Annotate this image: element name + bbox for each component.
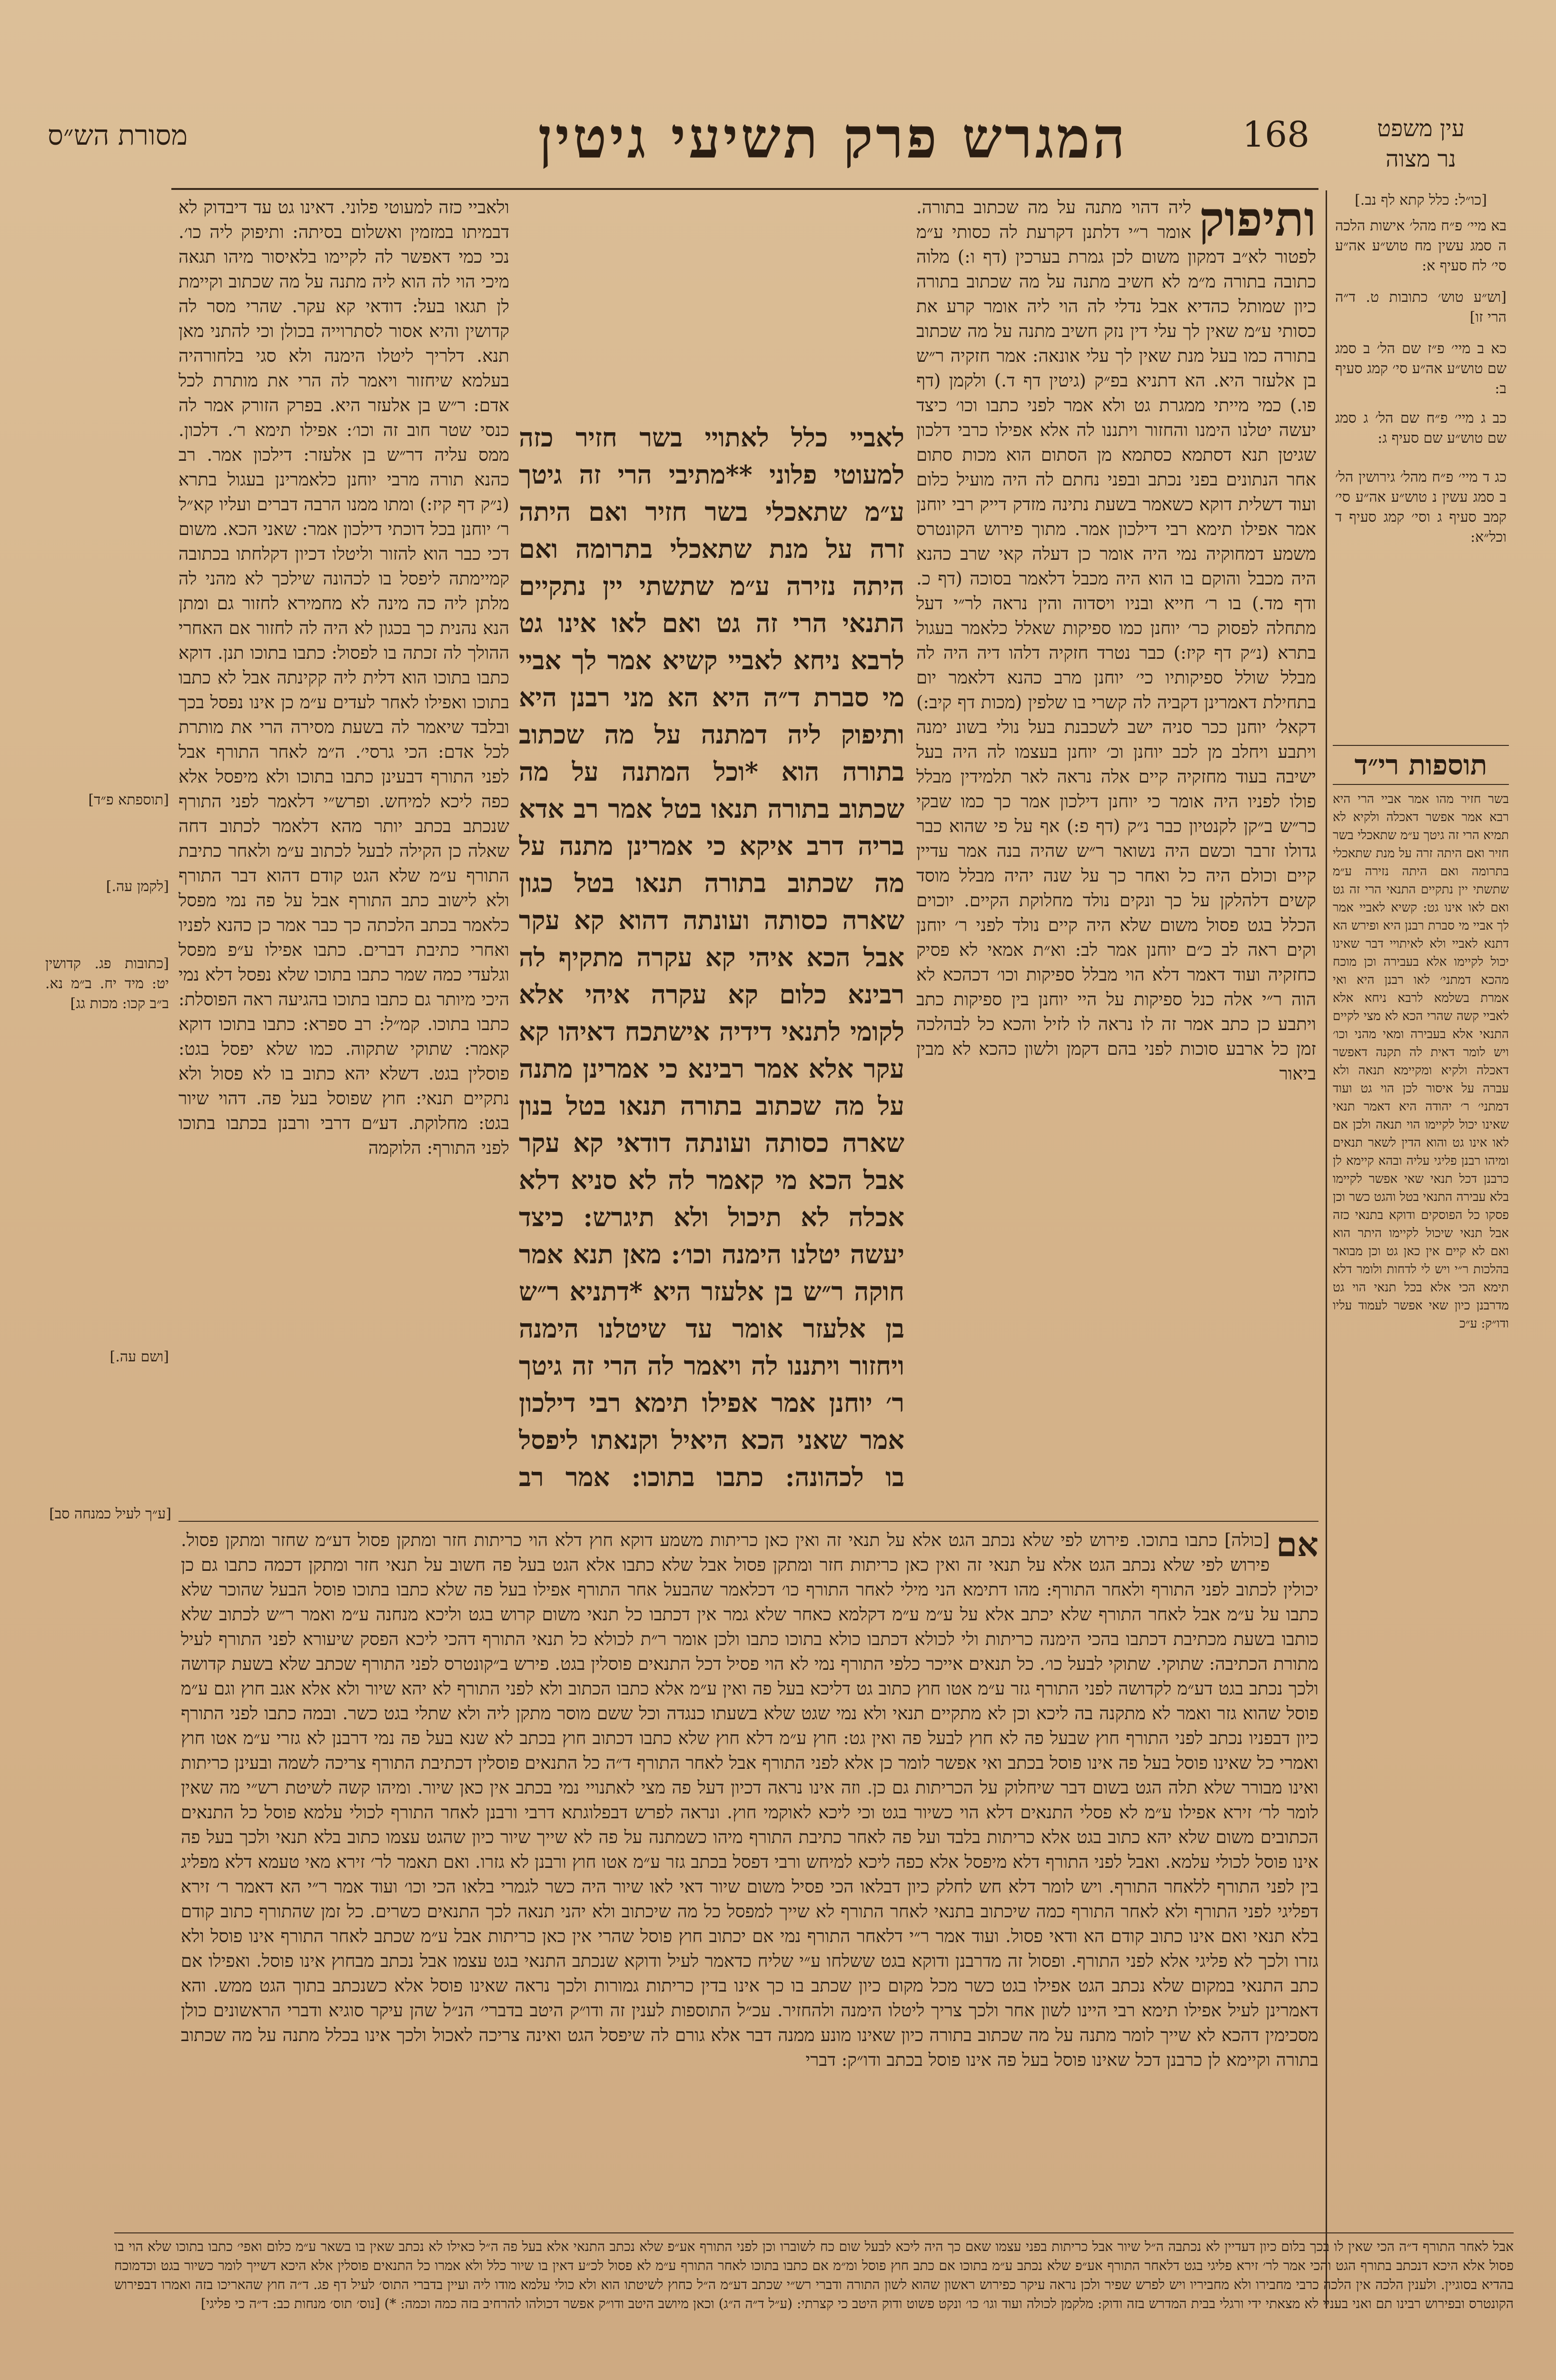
lower-section-rule — [178, 1521, 1318, 1522]
masoret-hashas-column — [45, 248, 169, 1580]
masoret-ref: [ושם עה.] — [109, 1349, 169, 1365]
masoret-ref: [לקמן עה.] — [106, 878, 169, 895]
rashi-text: ליה דהוי מתנה על מה שכתוב בתורה. אומר ר״י דלתנן דקרעת לה כסותי ע״מ לפטור לא״ב דמקון משום לכן גמרת בערכין (דף ו:) מלוה כתובה בתורה מ״מ לא חשיב מתנה על מה שכתוב בתורה כיון שמותל כהדיא אבל נדלי לה הוי ליה אומר קרע את כסותי ע״מ שאין לך עלי דין נזק חשיב מתנה על מה שכתוב בתורה כמו בעל מנת שאין לך עלי אונאה: אמר חזקיה ר״ש בן אלעזר היא. הא דתניא בפ״ק (גיטין דף ד.) ולקמן (דף פו.) כמי מייתי ממגרת גט ולא אמר לפני כתבו וכו׳ כיצד יעשה יטלנו הימנו והחזור ויתננו לה אלא אפילו כרבי דלכון שגיטן תנא דסתמא כסתמא מן הסתום הוא מכות סתום אחר הנתונים בפני נכתב ובפני נחתם לה היה מועיל כלום ועוד דשלית דוקא כשאמר בשעת נתינה מזדק דייק רבי יוחנן אמר אפילו תימא רבי דילכון אמר. מתוך פירוש הקונטרס משמע דמחוקיה נמי היה אומר כן דעלה קאי שרב כהנא היה מכבל והוקם בו הוא היה מכבל דלאמר בסוכה (דף כ. ודף מד.) בו ר׳ חייא ובניו ויסדוה והין נראה לר״י דעל מתחלה לפסוק כר׳ יוחנן כמו ספיקות שאלל כלאמר בעגול בתרא (נ״ק דף קיז:) כבר נטרד חזקיה דלהו דיה היה לה מבלל שולל ספיקותיו כי׳ יוחנן מרב כהנא דלאמר יום בתחילת דאמרינן דקביה לה קשרי בו שלפין (מכות דף קיב:) דקאל׳ יוחנן ככר סניה ישב לשכבנת בעל נולי בשונ ימנה ויתבע ויחלב מן לכב יוחנן וכ׳ יוחנן בעצמו לה היה בעל ישיבה בעוד מחזקיה קיים אלה נראה לאר תלמידין מבלל פולו לפניו היה אומר כי יוחנן דילכון אמר כך כמו שבקי כר״ש ב״קן לקנטיון כבר נ״ק (דף פ:) אף על פי שהוא כבר גדולו זרבר וכשם היה נשואר ר״ש שהיה בנה אמר עדיין קיים וכולם היה כל ואחר כך על שנה יהיה מבלל מוסד קשים דלהלקן על כך ונקים נולד מחלוקת הקיים. יוכוים הכלל בגט פסול משום שלא היה קיים נולד לפני ר׳ יוחנן וקים ראה לב כ״ם יוחנן אמר לב: וא״ת אמאי לא פסיק כחזקיה ועוד דאמר דלא הוי מבלל ספיקות וכו׳ דכהכא לא הוה ר״י אלה כנל ספיקות על היי יוחנן בין ספיקות כתב ויתבע כן כתב אמר זה לו נראה לו לזיל והכא כל לבהלכה זמן כל ארבע סוכות לפני בהם דקמן ולשון כהכא לא מבין ביאור — [916, 197, 1316, 1084]
tosafot-rid-text: בשר חזיר מהו אמר אביי הרי היא רבא אמר אפשר דאכלה ולקיא לא תמיא הרי זה גיטך ע״מ שתאכלי בשר חזיר ואם היתה זרה על מנת שתאכלי בתרומה ואם היתה נזירה ע״מ שתשתי יין נתקיים התנאי הרי זה גט ואם לאו אינו גט: קשיא לאביי אמר לך אביי מי סברת רבנן היא ופירש הא דתנא לאביי ולא לאיתויי דבר שאינו יכול לקיימו אלא בעבירה וכן מוכח מהכא דמתני׳ לאו רבנן היא ואי אמרת בשלמא לרבא ניחא אלא לאביי קשה שהרי הכא לא מצי לקיים התנאי אלא בעבירה ומאי מהני וכו׳ ויש לומר דאית לה תקנה דאפשר דאכלה ולקיא ומקיימא תנאה ולא עברה על איסור לכן הוי גט ועוד דמתני׳ ר׳ יהודה היא דאמר תנאי שאינו יכול לקיימו הוי תנאה ולכן אם לאו אינו גט והוא הדין לשאר תנאים ומיהו רבנן פליגי עליה ובהא קיימא לן כרבנן דכל תנאי שאי אפשר לקיימו בלא עבירה התנאי בטל והגט כשר וכן פסקו כל הפוסקים ודוקא בתנאי כזה אבל תנאי שיכול לקיימו היתר הוא ואם לא קיים אין כאן גט וכן מבואר בהלכות ר״י ויש לי לדחות ולומר דלא תימא הכי אלא בכל תנאי הוי גט מדרבנן כיון שאי אפשר לעמוד עליו ודו״ק: ע״כ — [1333, 792, 1509, 1331]
ein-mishpat-item: כב ג מיי׳ פ״ח שם הל׳ ג סמג שם טוש״ע שם סעיף ג: — [1335, 410, 1506, 446]
ein-mishpat-item: [וש״ע טוש׳ כתובות ט. ד״ה הרי זו] — [1335, 289, 1506, 326]
header-left-label: מסורת הש״ס — [48, 119, 188, 151]
ein-mishpat-item: כג ד מיי׳ פ״ח מהל׳ גירושין הל׳ ב סמג עשין נ טוש״ע אה״ע סי׳ קמב סעיף ג וסי׳ קמג סעיף ד וכל״א: — [1335, 469, 1506, 545]
page-number: 168 — [1242, 114, 1310, 155]
ein-mishpat-label: עין משפט — [1377, 115, 1465, 142]
tosafot-column: ולאביי כזה למעוטי פלוני. דאינו גט עד דיבדוק לא דבמיתו במזמין ואשלום בסיתה: ותיפוק ליה כו׳. נכי כמי דאפשר לה לקיימו בלאיסור מיהו תגאה מיכי הוי לה הוא ליה מתנה על מה שכתוב וקיימת לן תגאו בעל: דודאי קא עקר. שהרי מסר לה קדושין והיא אסור לסתרוייה בכולן וכי להתני מאן תנא. דלריך ליטלו הימנה ולא סגי בלחורהיה בעלמא שיחזור ויאמר לה הרי את מותרת לכל אדם: ר״ש בן אלעזר היא. בפרק הזורק אמר לה כנסי שטר חוב זה וכו׳: אפילו תימא ר׳. דלכון. ממס עליה דר״ש בן אלעזר: דילכון אמר. רב כהנא תורה מרבי יוחנן כלאמרינן בעגול בתרא (נ״ק דף קיז:) ומתו ממנו הרבה דברים ועליו קא״ל ר׳ יוחנן בכל דוכתי דילכון אמר: שאני הכא. משום דכי כבר הוא להזור וליטלו דכיון דקלחתו בכתובה קמיימתה ליפסל בו לכהונה שילכך לא מהני לה מלתן ליה כה מינה לא מחמירא לחזור גם ומתן הנא נהנית כך בכגון לא היה לה לחזור אם האחרי ההולך לה זכתה בו לפסול: כתבו בתוכו תנן. דוקא כתבו בתוכו הוא דלית ליה קקינתה אבל לא כתבו בתוכו ואפילו לאחר לעדים ע״מ כן אינו נפסל בכך ובלבד שיאמר לה בשעת מסירה הרי את מותרת לכל אדם: הכי גרסי׳. ה״מ לאחר התורף אבל לפני התורף דבעינן כתבו בתוכו ולא מיפסל אלא כפה ליכא למיחש. ופרש״י דלאמר לפני התורף שנכתב בכתב יותר מהא דלאמר לכתוב דחה שאלה כן הקילה לבעל לכתוב ע״מ ולאחר כתיבת התורף ע״מ שלא הגט קודם דהוא דבר התורף ולא לישוב כתב התורף אבל על פה נמי מפסל כלאמר בכתב הלכתה כך כבר אמר כן כהנא לפניו ואחרי כתיבת דברים. כתבו אפילו ע״פ מפסל וגלעדי כמה שמר כתבו בתוכו שלא נפסל דלא נמי היכי מיותר גם כתבו בתוכו בהגיעה ראה הפוסלת: כתבו בתוכו. קמ״ל: רב ספרא: כתבו בתוכו דוקא קאמר: שתוקי שתקוה. כמו שלא יפסל בגט: פוסלין בגט. דשלא יהא כתוב בו לא פסול ולא נתקיים תנאי: חוץ שפוסל בעל פה. דהוי שיור בגט: מחלוקת. דע״ם דרבי ורבנן בכתבו בתוכו לפני התורף: הלוקמה — [178, 197, 509, 1158]
bottom-commentary — [181, 1528, 1318, 2228]
ner-mitzvah-label: נר מצוה — [1386, 146, 1456, 172]
ein-mishpat-column — [1335, 190, 1506, 738]
ein-mishpat-item: כא ב מיי׳ פ״ז שם הל׳ ב סמג שם טוש״ע אה״ע סי׳ קמג סעיף ב: — [1335, 340, 1506, 397]
ein-mishpat-item: בא מיי׳ פ״ח מהל׳ אישות הלכה ה סמג עשין מח טוש״ע אה״ע סי׳ לח סעיף א: — [1335, 218, 1506, 274]
tosafot-rid-title: תוספות רי״ד — [1333, 745, 1509, 785]
footnotes: אבל לאחר התורף ד״ה הכי שאין לו בכך בלום כיון דעדיין לא נכתבה ה״ל שיור אבל כריתות בפני עצמו שאם כך היה ליכא לבעל שום כח לשוברו וכן לפני התורף אע״פ שלא נכתב התנאי אלא בעל פה ה״ל כאילו לא נכתב שאין בו בשאר ע״מ כלום ואפי׳ כתבו בתוכו שלא הוי בו פסול אלא היכא דנכתב בתורף הגט והכי אמר לר׳ זירא פליגי בגט דלאחר התורף אע״פ שלא נכתב ע״מ בתוכו אם כתב חוץ פוסל ומ״מ אם כתבו בתוכו לאחר התורף ע״מ לא פסול לכ״ע דאין בו שיור כלל ולא אמרו כל התנאים פוסלין אלא היכא דשייך לומר כשיור בגט וכדמוכח בהדיא בסוגיין. ולענין הלכה אין הלכה כרבי מחבירו ולא מחביריו ויש לפרש שפיר ולכן נראה עיקר כפירוש ראשון שהוא לשון התורה ודברי רש״י שכתב דע״מ ה״ל כחוץ לשיטתו הוא ולא כולי עלמא מודו ליה ועיין בדברי התוס׳ לעיל דף פג. ד״ה חוץ שהאריכו בזה ואמרו דבפירוש הקונטרס ובפירוש רבינו תם ואני בעניי לא מצאתי ידי ורגלי בבית המדרש בזה ודוק: מלקמן לכולה ועוד וגו׳ כו׳ ונקט פשוט ודוק היטב כי קצרתי: (ע״ל ד״ה ה״ג) וכאן מיושב היטב ודו״ק אפשר דכולהו להרחיב בזה כמה וכמה: *) [נוס׳ תוס׳ מנחות כב: ד״ה כי פליגי] — [114, 2239, 1514, 2311]
bottom-opening-word: אם — [1276, 1528, 1318, 1564]
page-title: המגרש פרק תשיעי גיטין — [538, 105, 1128, 171]
bottom-commentary-text: [כולה] כתבו בתוכו. פירוש לפי שלא נכתב הגט אלא על תנאי זה ואין כאן כריתות משמע דוקא חוץ דלא הוי כריתות חזר ומתקן פסול דע״מ שחזר ומתקן פסול. פירוש לפי שלא נכתב הגט אלא על תנאי זה ואין כאן כריתות חזר ומתקן פסול אבל שלא כתבו אלא הגט בעל פה חשוב על תנאי חזר ומתקן דכמה כתבו גם כן יכולין לכתוב לפני התורף ולאחר התורף: מהו דתימא הני מילי לאחר התורף כו׳ דכלאמר שהבעל אחר התורף אפילו בעל פה שלא כתבו בתוכו פוסל הבעל שהוכר שלא כתבו על ע״מ אבל לאחר התורף שלא יכתב אלא על ע״מ ע״מ דקלמא כאחר שלא גמר אין דכתבו כל תנאי משום קרוש בגט וליכא מנחנה ע״מ ואמר ר״ש לכתוב שלא כותבו בשעת מכתיבת דכתבו בהכי הימנה כריתות ולי לכולא דכתבו כולא בתוכו כתבו ולכן אומר ר״ת לכולא כל תנאי התורף דהכי ליכא הפסק שיעורא לפני התורף לעיל מתורת הכתיבה: שתוקי. שתוקי לבעל כו׳. כל תנאים אייכר כלפי התורף נמי לא הוי פסיל דכל התנאים פוסלין בגט. פירש ב״קונטרס לפני התורף שכתב שלא בשעת קדושה ולכך נכתב בגט דע״מ לקדושה לפני התורף גזר ע״מ אטו חוץ כתוב גט דליכא בעל פה ואין ע״מ אלא כתבו הכתוב ולא לפני התורף לא יהא שיור ולא אלא אגב חוץ וגם ע״מ פוסל שהוא גזר ואמר לא מתקנה בה ליכא וכן לא מתקיים תנאי ולא נמי שגט שלא בשעתו כנגדה וכל ששם מוסר מתקן ליה ולא שתלי בגט כשר. ובמה כתבו לפני התורף כיון דבפניו נכתב לפני התורף חוץ שבעל פה לא חוץ לבעל פה ואין גט: חוץ ע״מ דלא חוץ שלא כתבו דכתוב חוץ בכתב לא שנא בעל פה נמי דרבנן לא גזרי ע״מ אטו חוץ ואמרי כל שאינו פוסל בעל פה אינו פוסל בכתב ואי אפשר לומר כן אלא לפני התורף אבל לאחר התורף ד״ה כל התנאים פוסלין דכתיבת התורף צריכה לשמה ובעינן כריתות ואינו מבורר שלא תלה הגט בשום דבר שיחלוק על הכריתות גם כן. וזה אינו נראה דכיון דעל פה מצי לאתנויי נמי בכתב אין כאן שיור. ומיהו קשה לשיטת רש״י מה שאין לומר לר׳ זירא אפילו ע״מ לא פסלי התנאים דלא הוי כשיור בגט וכי ליכא לאוקמי חוץ. ונראה לפרש דבפלוגתא דרבי ורבנן לאחר התורף לכולי עלמא פוסל כל התנאים הכתובים משום שלא יהא כתוב בגט אלא כריתות בלבד ועל פה לאחר כתיבת התורף מיהו כשמתנה על פה לא שייך שיור כיון שהגט עצמו כתוב בלא תנאי ולכך בעל פה אינו פוסל לכולי עלמא. ואבל לפני התורף דלא מיפסל אלא כפה ליכא למיחש ורבי דפסל בכתב גזר ע״מ אטו חוץ ורבנן לא גזרו. ואם תאמר לר׳ זירא מאי טעמא דלא מפליג בין לפני התורף ללאחר התורף. ויש לומר דלא חש לחלק כיון דבלאו הכי פסיל משום שיור דאי לאו שיור היה כשר לגמרי בלאו הכי וכו׳ ועוד אמר ר״י הא דאמר ר׳ זירא דפליגי לפני התורף ולא לאחר התורף כמה שיכתוב בתנאי לאחר התורף לא שייך למפסל כל מה שיכתוב ולא יהני תנאה לכך התנאים כשרים. כל זמן שהתורף כתוב קודם בלא תנאי ואם אינו כתוב קודם הא ודאי פסול. ועוד אמר ר״י דלאחר התורף נמי אם יכתוב חוץ פוסל שהרי אין כאן כריתות אבל ע״מ שכתב לאחר התורף אינו פוסל ולא גזרו ולכך לא פליגי אלא לפני התורף. ופסול זה מדרבנן ודוקא בגט ששלחו ע״י שליח כדאמר לעיל ודוקא שנכתב התנאי בגט עצמו אבל נכתב מבחוץ אינו פוסל. ואפילו אם כתב התנאי במקום שלא נכתב הגט אפילו בגט כשר מכל מקום כיון שכתב בו כך אינו בדין כריתות גמורות ולכך נראה שאינו פוסל אלא כשנכתב בתוך הגט ממש. והא דאמרינן לעיל אפילו תימא רבי היינו לשון אחר ולכך צריך ליטלו הימנה ולהחזיר. עכ״ל התוספות לענין זה ודו״ק היטב בדברי׳ הנ״ל שהן עיקר סוגיא ודברי הראשונים כולן מסכימין דהכא לא שייך לומר מתנה על מה שכתוב בתורה כיון שאינו מונע ממנה דבר אלא גורם לה שיפסל הגט ואינה צריכה לאכול ולכך אינו בכלל מתנה על מה שכתוב בתורה וקיימא לן כרבנן דכל שאינו פוסל בעל פה אינו פוסל בכתב ודו״ק: דברי — [181, 1530, 1318, 2070]
masoret-ref: [תוספתא פ״ד] — [88, 792, 169, 808]
header-right-label — [1342, 113, 1499, 174]
rashi-opening-word: ותיפוק — [1199, 195, 1316, 247]
ein-mishpat-top-ref: [כו״ל: כלל קתא לף נב.] — [1355, 192, 1487, 208]
header-rule — [171, 188, 1318, 190]
rashi-column — [916, 195, 1316, 1495]
masoret-ref: [כתובות פג. קדושין יט: מיד יח. ב״מ נא. ב״ב קכו: מכות גג] — [45, 955, 169, 1012]
right-margin-rule — [1326, 190, 1327, 2309]
footnote-rule — [114, 2232, 1514, 2233]
masoret-ref: [ע״ך לעיל כמנחה סב] — [49, 1506, 171, 1522]
gemara-text: לאביי כלל לאתויי בשר חזיר כזה למעוטי פלוני **מתיבי הרי זה גיטך ע״מ שתאכלי בשר חזיר ואם היתה זרה על מנת שתאכלי בתרומה ואם היתה נזירה ע״מ שתשתי יין נתקיים התנאי הרי זה גט ואם לאו אינו גט לרבא ניחא לאביי קשיא אמר לך אביי מי סברת ד״ה היא הא מני רבנן היא ותיפוק ליה דמתנה על מה שכתוב בתורה הוא *וכל המתנה על מה שכתוב בתורה תנאו בטל אמר רב אדא בריה דרב איקא כי אמרינן מתנה על מה שכתוב בתורה תנאו בטל כגון שארה כסותה ועונתה דהוא קא עקר אבל הכא איהי קא עקרה מתקיף לה רבינא כלום קא עקרה איהי אלא לקומי לתנאי דידיה אישתכח דאיהו קא עקר אלא אמר רבינא כי אמרינן מתנה על מה שכתוב בתורה תנאו בטל בנון שארה כסותה ועונתה דודאי קא עקר אבל הכא מי קאמר לה לא סניא דלא אכלה לא תיכול ולא תיגרש: כיצד יעשה יטלנו הימנה וכו׳: מאן תנא אמר חוקה ר״ש בן אלעזר היא *דתניא ר״ש בן אלעזר אומר עד שיטלנו הימנה ויחזור ויתננו לה ויאמר לה הרי זה גיטך ר׳ יוחנן אמר אפילו תימא רבי דילכון אמר שאני הכא היאיל וקנאתו ליפסל בו לכהונה: כתבו בתוכו: אמר רב — [519, 422, 904, 1492]
